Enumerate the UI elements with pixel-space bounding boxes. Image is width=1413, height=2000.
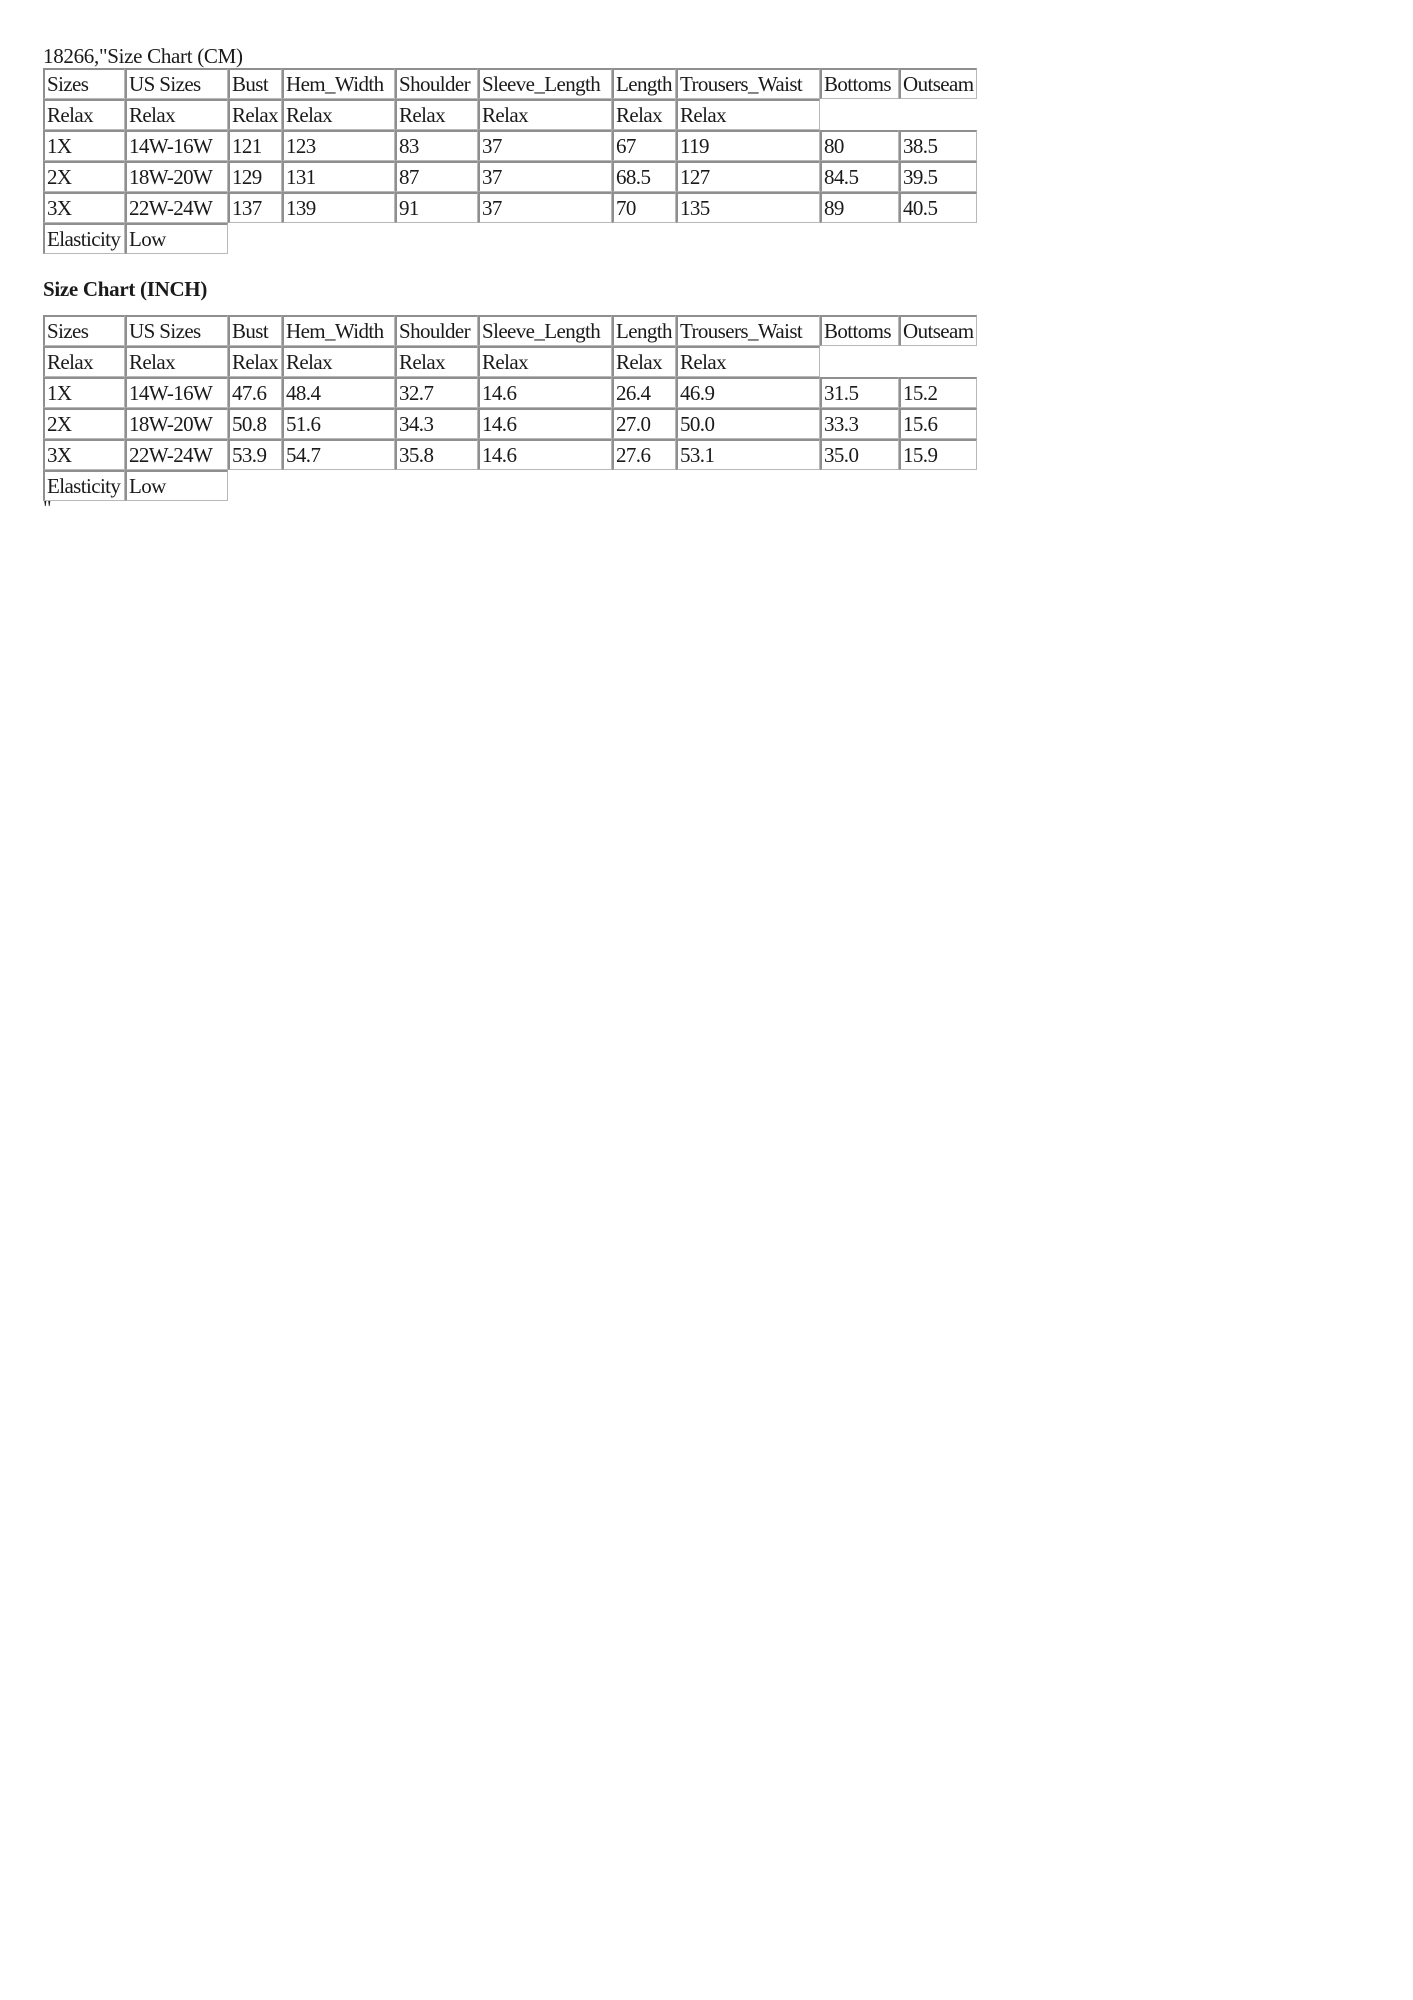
table-cell: 53.9 <box>228 439 282 470</box>
relax-cell: Relax <box>125 346 228 377</box>
table-cell: 2X <box>43 161 125 192</box>
column-header: Bust <box>228 315 282 346</box>
table-row <box>43 377 977 408</box>
relax-cell: Relax <box>282 346 395 377</box>
table-cell: 32.7 <box>395 377 478 408</box>
table-cell: 34.3 <box>395 408 478 439</box>
table-cell: 14.6 <box>478 439 612 470</box>
table-cell: 121 <box>228 130 282 161</box>
table-cell: 31.5 <box>820 377 899 408</box>
table-cell: 15.2 <box>899 377 977 408</box>
table-cell: 26.4 <box>612 377 676 408</box>
relax-cell: Relax <box>478 99 612 130</box>
elasticity-row <box>43 223 977 254</box>
table-cell: 27.0 <box>612 408 676 439</box>
table-cell: 46.9 <box>676 377 820 408</box>
column-header: Hem_Width <box>282 315 395 346</box>
table-row <box>43 130 977 161</box>
table-cell: 14.6 <box>478 408 612 439</box>
table-cell: 84.5 <box>820 161 899 192</box>
table-cell: 22W-24W <box>125 439 228 470</box>
table-cell: 139 <box>282 192 395 223</box>
relax-row <box>43 346 977 377</box>
table-cell: 2X <box>43 408 125 439</box>
document-heading: 18266,"Size Chart (CM) <box>43 44 243 68</box>
table-cell: 14W-16W <box>125 377 228 408</box>
table-cell: 15.9 <box>899 439 977 470</box>
table-cell: 3X <box>43 439 125 470</box>
table-cell: 27.6 <box>612 439 676 470</box>
empty-cell <box>228 470 977 501</box>
column-header: Sizes <box>43 315 125 346</box>
column-header: Sleeve_Length <box>478 315 612 346</box>
table-cell: 87 <box>395 161 478 192</box>
column-header: Shoulder <box>395 315 478 346</box>
table-cell: 127 <box>676 161 820 192</box>
table-cell: 67 <box>612 130 676 161</box>
table-row <box>43 408 977 439</box>
relax-cell: Relax <box>612 99 676 130</box>
table-row <box>43 161 977 192</box>
column-header: US Sizes <box>125 68 228 99</box>
table-cell: 50.8 <box>228 408 282 439</box>
document-page <box>43 44 1043 520</box>
closing-quote-mark: " <box>43 496 52 520</box>
elasticity-row <box>43 470 977 501</box>
column-header: Outseam <box>899 315 977 346</box>
column-header: Length <box>612 315 676 346</box>
relax-cell: Relax <box>43 99 125 130</box>
column-header: Hem_Width <box>282 68 395 99</box>
table-cell: 68.5 <box>612 161 676 192</box>
relax-cell: Relax <box>228 346 282 377</box>
relax-cell: Relax <box>395 346 478 377</box>
elasticity-label: Elasticity <box>43 470 125 501</box>
table-cell: 37 <box>478 161 612 192</box>
table-cell: 18W-20W <box>125 161 228 192</box>
header-row <box>43 68 977 99</box>
table-cell: 3X <box>43 192 125 223</box>
table-cell: 131 <box>282 161 395 192</box>
relax-cell: Relax <box>125 99 228 130</box>
elasticity-value: Low <box>125 470 228 501</box>
column-header: Trousers_Waist <box>676 68 820 99</box>
table-cell: 54.7 <box>282 439 395 470</box>
table-cell: 51.6 <box>282 408 395 439</box>
size-chart-cm-table <box>43 68 977 254</box>
table-row <box>43 439 977 470</box>
table-cell: 37 <box>478 130 612 161</box>
table-cell: 40.5 <box>899 192 977 223</box>
table-cell: 33.3 <box>820 408 899 439</box>
table-cell: 135 <box>676 192 820 223</box>
table-cell: 47.6 <box>228 377 282 408</box>
table-cell: 37 <box>478 192 612 223</box>
relax-cell: Relax <box>676 346 820 377</box>
table-row <box>43 192 977 223</box>
relax-cell: Relax <box>228 99 282 130</box>
table-cell: 48.4 <box>282 377 395 408</box>
header-row <box>43 315 977 346</box>
table-cell: 18W-20W <box>125 408 228 439</box>
table-cell: 89 <box>820 192 899 223</box>
table-cell: 91 <box>395 192 478 223</box>
table-cell: 50.0 <box>676 408 820 439</box>
relax-cell: Relax <box>282 99 395 130</box>
column-header: Outseam <box>899 68 977 99</box>
relax-cell: Relax <box>612 346 676 377</box>
table-cell: 53.1 <box>676 439 820 470</box>
column-header: Length <box>612 68 676 99</box>
relax-row <box>43 99 977 130</box>
empty-cell <box>228 223 977 254</box>
relax-cell: Relax <box>395 99 478 130</box>
relax-cell: Relax <box>478 346 612 377</box>
table-cell: 80 <box>820 130 899 161</box>
table-cell: 83 <box>395 130 478 161</box>
table-cell: 129 <box>228 161 282 192</box>
table-cell: 15.6 <box>899 408 977 439</box>
table-cell: 35.0 <box>820 439 899 470</box>
elasticity-label: Elasticity <box>43 223 125 254</box>
table-cell: 1X <box>43 130 125 161</box>
table-cell: 39.5 <box>899 161 977 192</box>
column-header: Bust <box>228 68 282 99</box>
table-cell: 137 <box>228 192 282 223</box>
table-cell: 22W-24W <box>125 192 228 223</box>
column-header: Sizes <box>43 68 125 99</box>
table-cell: 35.8 <box>395 439 478 470</box>
column-header: Bottoms <box>820 315 899 346</box>
section-title: Size Chart (INCH) <box>43 277 208 301</box>
column-header: Sleeve_Length <box>478 68 612 99</box>
table-cell: 14W-16W <box>125 130 228 161</box>
table-cell: 14.6 <box>478 377 612 408</box>
relax-cell: Relax <box>676 99 820 130</box>
relax-cell: Relax <box>43 346 125 377</box>
table-cell: 1X <box>43 377 125 408</box>
column-header: US Sizes <box>125 315 228 346</box>
table-cell: 123 <box>282 130 395 161</box>
table-cell: 119 <box>676 130 820 161</box>
table-cell: 70 <box>612 192 676 223</box>
column-header: Trousers_Waist <box>676 315 820 346</box>
column-header: Bottoms <box>820 68 899 99</box>
size-chart-inch-table <box>43 315 977 501</box>
column-header: Shoulder <box>395 68 478 99</box>
table-cell: 38.5 <box>899 130 977 161</box>
elasticity-value: Low <box>125 223 228 254</box>
